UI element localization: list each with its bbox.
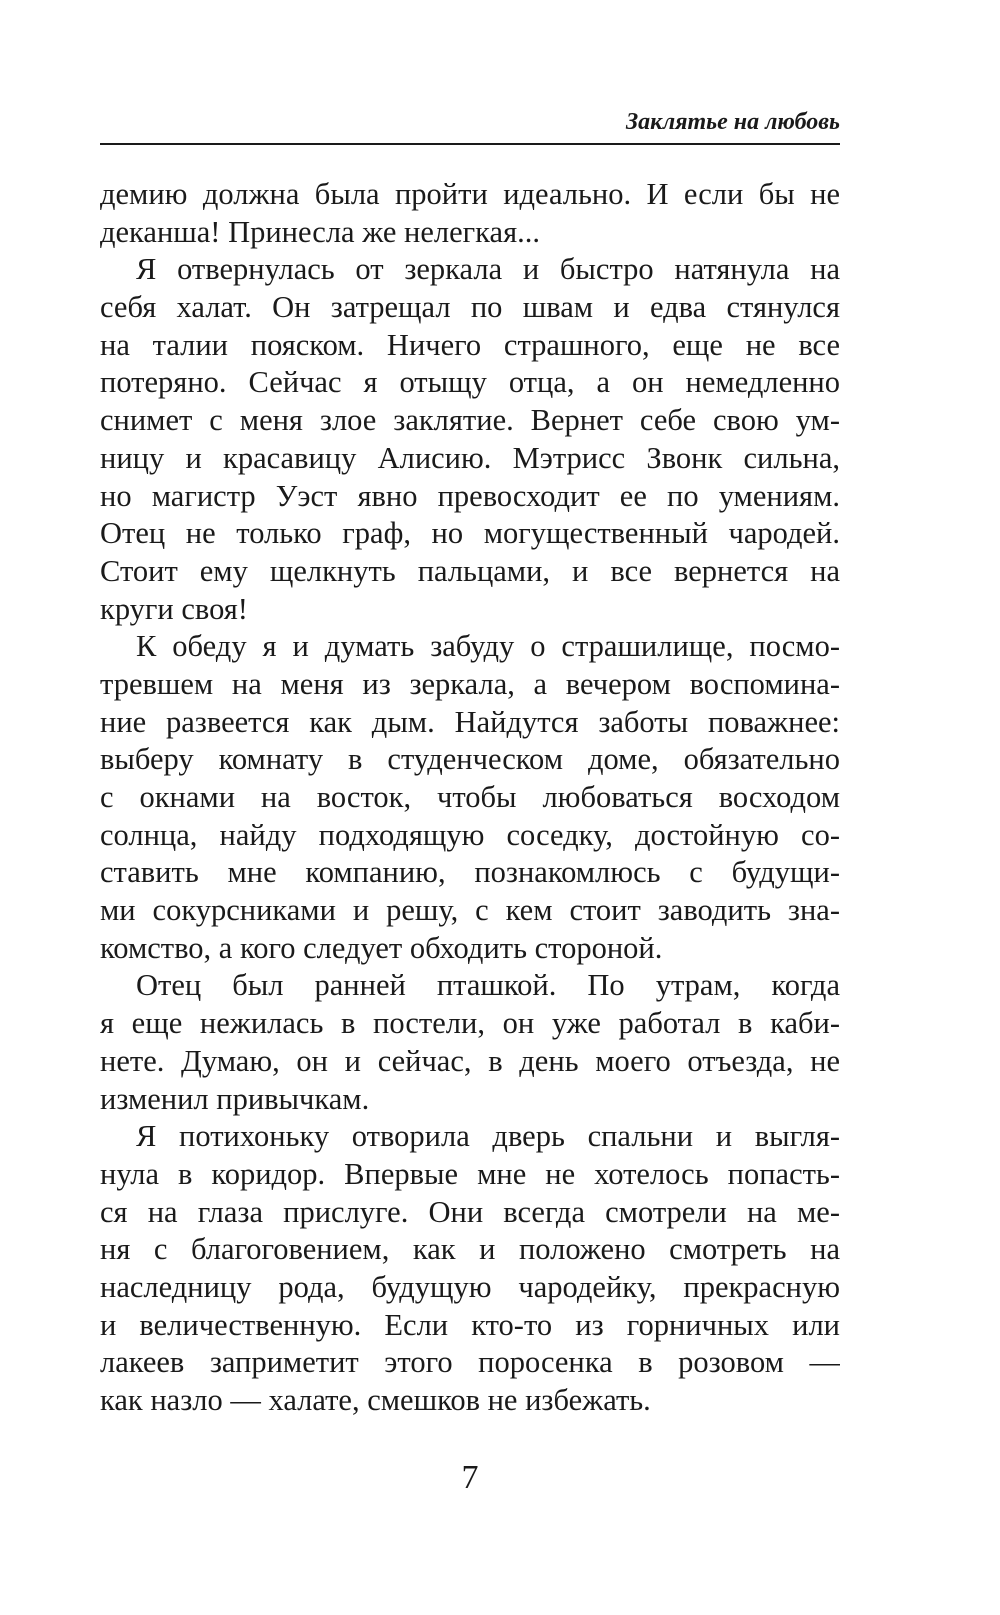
text-line: нула в коридор. Впервые мне не хотелось попасть- — [100, 1156, 840, 1191]
text-line: Я потихоньку отворила дверь спальни и выгля- — [136, 1119, 840, 1154]
text-line: Отец не только граф, но могущественный чародей. — [100, 516, 840, 551]
text-line: Отец был ранней пташкой. По утрам, когда — [136, 968, 840, 1003]
text-line: ние развеется как дым. Найдутся заботы поважнее: — [100, 704, 840, 739]
text-line: ницу и красавицу Алисию. Мэтрисс Звонк сильна, — [100, 440, 840, 475]
text-line: нете. Думаю, он и сейчас, в день моего отъезда, не — [100, 1043, 840, 1078]
text-line: выберу комнату в студенческом доме, обязательно — [100, 742, 840, 777]
page-number: 7 — [461, 1459, 479, 1496]
running-title: Заклятье на любовь — [625, 109, 840, 135]
body-text — [100, 176, 840, 1420]
text-line: ставить мне компанию, познакомлюсь с будущи- — [100, 855, 840, 890]
text-line: я еще нежилась в постели, он уже работал в каби- — [100, 1006, 840, 1041]
text-line: ся на глаза прислуге. Они всегда смотрели на ме- — [100, 1194, 840, 1229]
text-line: Я отвернулась от зеркала и быстро натянула на — [136, 252, 840, 287]
text-line: на талии пояском. Ничего страшного, еще не все — [100, 327, 840, 362]
text-line: ми сокурсниками и решу, с кем стоит заводить зна- — [100, 893, 840, 928]
paragraph — [100, 176, 840, 251]
text-line: солнца, найду подходящую соседку, достойную со- — [100, 817, 840, 852]
paragraph — [100, 628, 840, 967]
text-line: с окнами на восток, чтобы любоваться восходом — [100, 780, 840, 814]
text-line: но магистр Уэст явно превосходит ее по умениям. — [100, 478, 840, 513]
text-line: деканша! Принесла же нелегкая... — [100, 214, 540, 249]
text-line: потеряно. Сейчас я отыщу отца, а он немедленно — [100, 365, 840, 400]
text-line: и величественную. Если кто-то из горничных или — [100, 1307, 840, 1342]
text-line: наследницу рода, будущую чародейку, прекрасную — [100, 1269, 840, 1304]
text-line: К обеду я и думать забуду о страшилище, посмо- — [136, 629, 840, 664]
text-line: как назло — халате, смешков не избежать. — [100, 1383, 651, 1417]
text-line: изменил привычкам. — [100, 1081, 370, 1116]
paragraph — [100, 967, 840, 1118]
paragraph — [100, 1118, 840, 1420]
text-line: лакеев заприметит этого поросенка в розовом — — [100, 1345, 840, 1380]
text-line: снимет с меня злое заклятие. Вернет себе свою ум- — [100, 403, 840, 438]
paragraph — [100, 251, 840, 628]
text-line: круги своя! — [100, 591, 248, 626]
text-line: ня с благоговением, как и положено смотреть на — [100, 1232, 840, 1267]
text-line: тревшем на меня из зеркала, а вечером воспомина- — [100, 666, 840, 701]
text-line: комство, а кого следует обходить стороной. — [100, 930, 663, 965]
text-line: себя халат. Он затрещал по швам и едва стянулся — [100, 290, 840, 325]
text-line: демию должна была пройти идеально. И если бы не — [100, 177, 840, 211]
header-rule — [100, 143, 840, 145]
text-line: Стоит ему щелкнуть пальцами, и все вернется на — [100, 553, 840, 588]
